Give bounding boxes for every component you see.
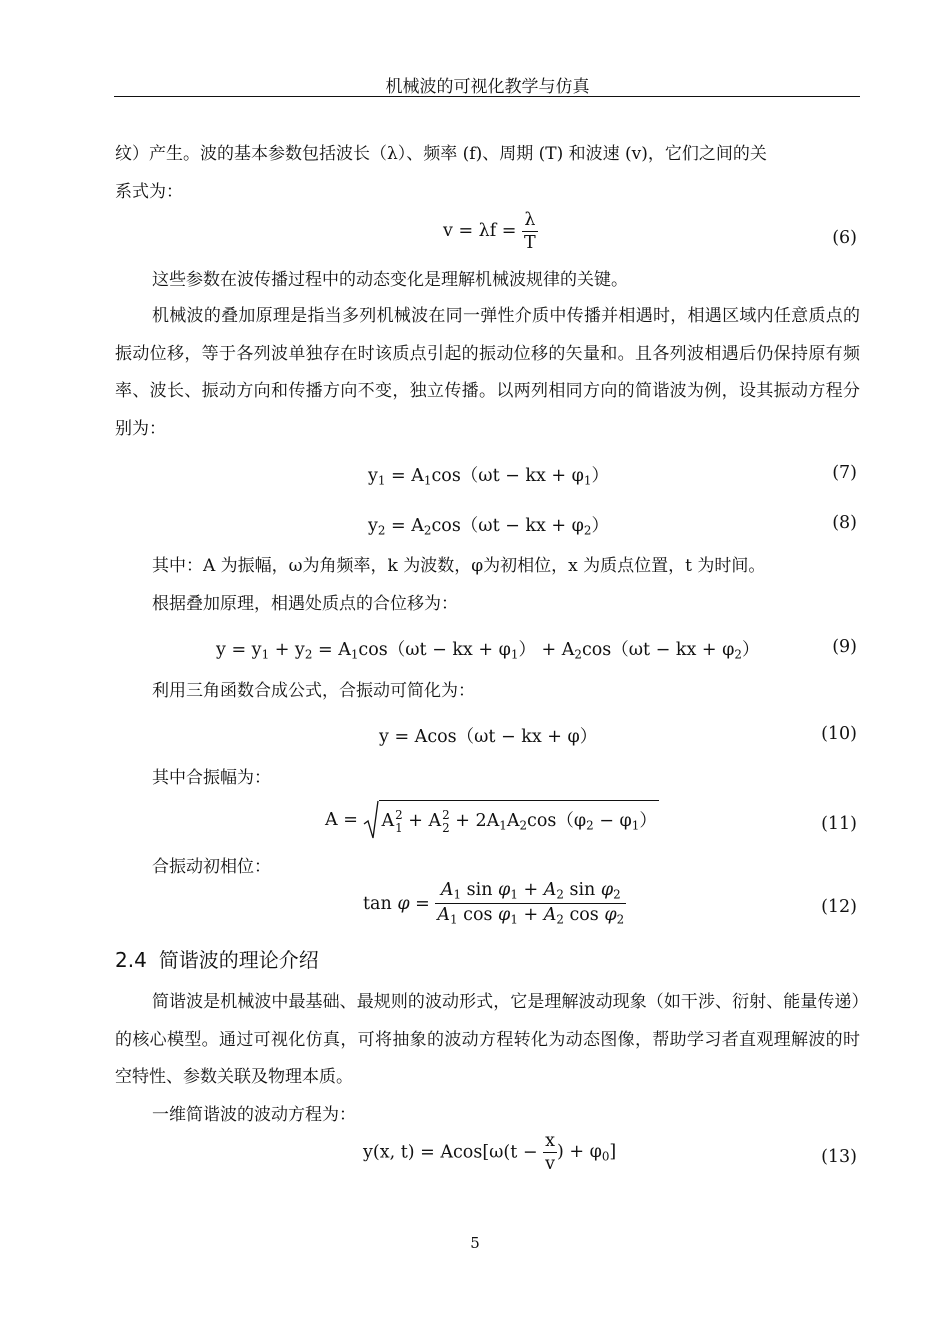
paragraph-1-line-1: 纹）产生。波的基本参数包括波长（λ）、频率 (f)、周期 (T) 和波速 (v)，它们之间的关 <box>115 144 767 164</box>
eq11-sqrt: A 2 1 + A 2 2 + $2A_1A_2\cos(\varphi_2 - \varphi_1)$ <box>363 800 658 840</box>
paragraph-1-line-2: 系式为： <box>115 182 183 202</box>
section-number: 2.4 <box>115 948 147 972</box>
equation-number-12: (12) <box>821 897 857 917</box>
paragraph-7: 其中合振幅为： <box>152 768 271 788</box>
eq6-fraction <box>522 210 538 253</box>
section-title: 简谐波的理论介绍 <box>158 948 319 972</box>
eq13-fraction: $\frac{x}{v}$ <box>545 1131 555 1175</box>
equation-6 <box>443 210 538 253</box>
equation-number-13: (13) <box>821 1147 857 1167</box>
paragraph-8: 合振动初相位： <box>152 857 271 877</box>
paragraph-2: 这些参数在波传播过程中的动态变化是理解机械波规律的关键。 <box>152 270 628 290</box>
eq6-numerator: λ <box>522 210 538 232</box>
equation-11: A = A 2 1 + A 2 2 + $2A_1A_2\cos(\varphi_2 - \varphi_1)$ <box>325 800 659 840</box>
eq12-fraction: $\frac{A_1 \sin \varphi_1 + A_2 \sin \varphi_2}{A_1 \cos \varphi_1 + A_2 \cos \varphi_2}$ <box>437 880 625 927</box>
paragraph-6: 利用三角函数合成公式，合振动可简化为： <box>152 681 475 701</box>
running-header: 机械波的可视化教学与仿真 <box>385 77 590 97</box>
paragraph-9: 简谐波是机械波中最基础、最规则的波动形式，它是理解波动现象（如干涉、衍射、能量传递）的核心模型。通过可视化仿真，可将抽象的波动方程转化为动态图像，帮助学习者直观理解波的时空特性、参数关联及物理本质。 <box>115 992 860 1087</box>
equation-number-7: (7) <box>832 463 857 483</box>
equation-number-10: (10) <box>821 724 857 744</box>
equation-number-6: (6) <box>832 228 857 248</box>
header-rule <box>114 96 860 97</box>
equation-number-11: (11) <box>821 814 857 834</box>
equation-9: $y = y_1 + y_2 = A_1\cos(\omega t$ − kx + $\varphi_1) + A_2\cos(\omega t$ − kx + $\varphi_2$） <box>216 640 760 662</box>
eq6-denominator: T <box>524 233 536 254</box>
paragraph-4: 其中：A 为振幅，ω为角频率，k 为波数，φ为初相位，x 为质点位置，t 为时间。 <box>152 556 766 576</box>
equation-8: $y_2 = A_2\cos(\omega t$ − kx + $\varphi_2$） <box>368 516 609 538</box>
page-number: 5 <box>470 1234 480 1252</box>
sqrt-radical-icon <box>363 800 379 840</box>
equation-7: $y_1 = A_1\cos(\omega t$ − kx + $\varphi_1$） <box>368 466 609 488</box>
paragraph-3: 机械波的叠加原理是指当多列机械波在同一弹性介质中传播并相遇时，相遇区域内任意质点的振动位移，等于各列波单独存在时该质点引起的振动位移的矢量和。且各列波相遇后仍保持原有频率、波长、振动方向和传播方向不变，独立传播。以两列相同方向的简谐波为例，设其振动方程分别为： <box>115 306 860 439</box>
paragraph-10: 一维简谐波的波动方程为： <box>152 1105 356 1125</box>
equation-13: y(x, t) = Acos[ω(t − $\frac{x}{v}$ ) + $\varphi_0$] <box>363 1131 617 1175</box>
equation-number-9: (9) <box>832 637 857 657</box>
equation-10: y = Acos（ωt − kx + φ） <box>379 727 598 747</box>
equation-number-8: (8) <box>832 513 857 533</box>
equation-12: tan φ = $\frac{A_1 \sin \varphi_1 + A_2 \sin \varphi_2}{A_1 \cos \varphi_1 + A_2 \cos \varphi_2}$ <box>363 880 625 927</box>
eq6-lhs: v = λf = <box>443 221 523 242</box>
section-heading <box>115 944 319 973</box>
paragraph-5: 根据叠加原理，相遇处质点的合位移为： <box>152 594 458 614</box>
